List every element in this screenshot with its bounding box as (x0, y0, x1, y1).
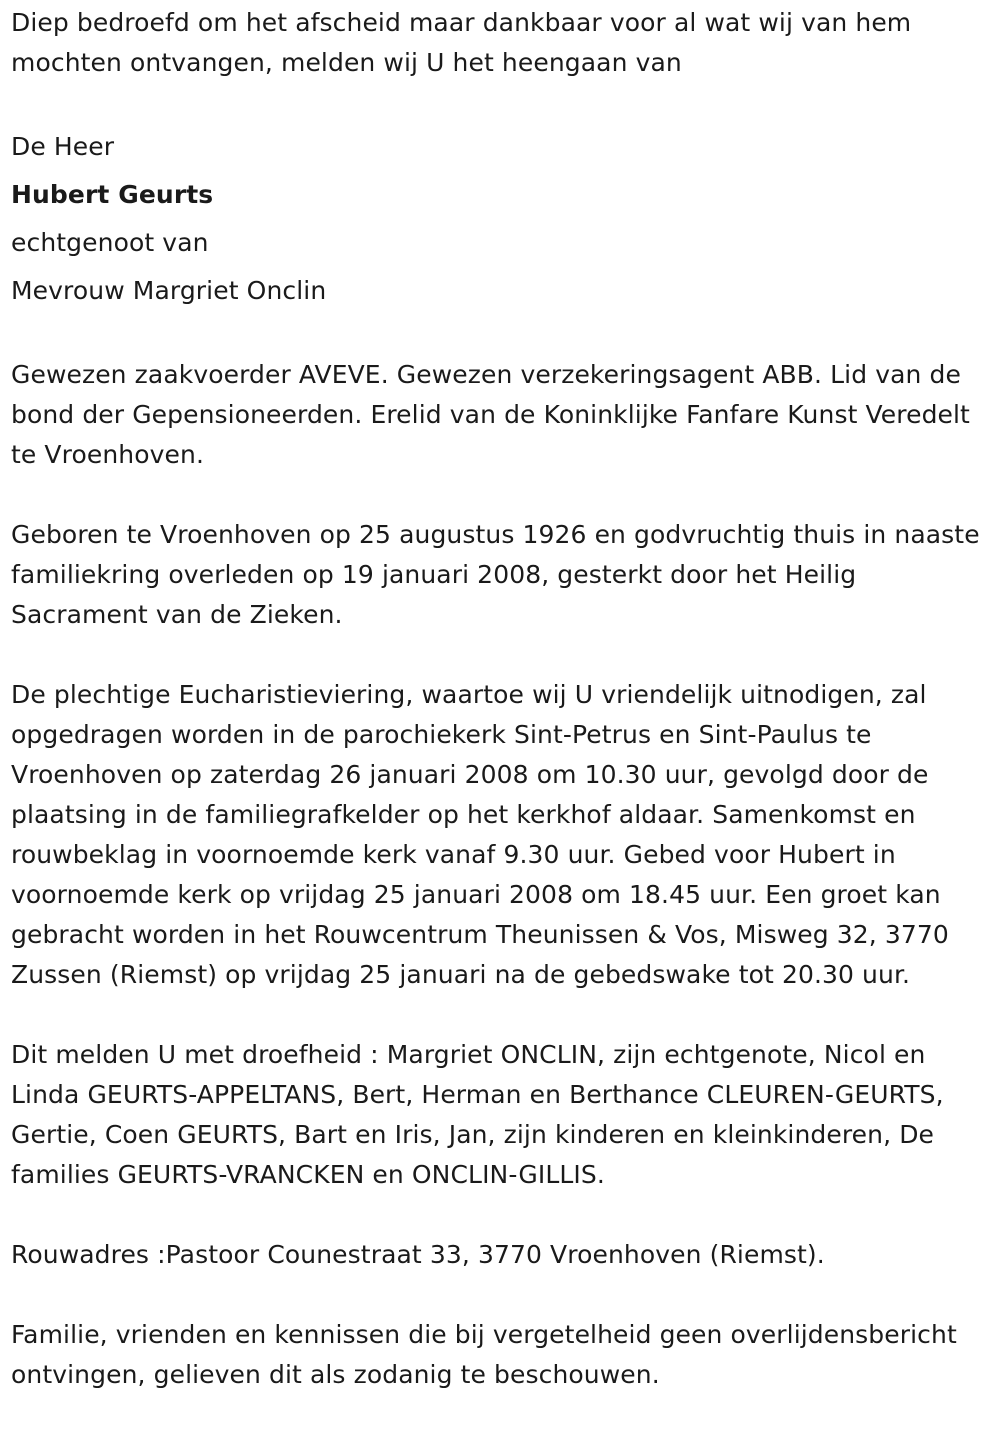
relation-text: echtgenoot van (11, 228, 209, 257)
spacer (11, 1195, 991, 1235)
birth-death-paragraph: Geboren te Vroenhoven op 25 augustus 1926 en godvruchtig thuis in naaste familiekring overleden op 19 januari 2008, gesterkt door het Heilig Sacrament van de Zieken. (11, 520, 980, 629)
spacer (11, 995, 991, 1035)
spacer (11, 635, 991, 675)
obituary-notice (11, 3, 991, 1395)
spacer (11, 83, 991, 123)
spacer (11, 475, 991, 515)
career-paragraph: Gewezen zaakvoerder AVEVE. Gewezen verzekeringsagent ABB. Lid van de bond der Gepensioneerden. Erelid van de Koninklijke Fanfare Kunst Veredelt te Vroenhoven. (11, 360, 970, 469)
spacer (11, 315, 991, 355)
ceremony-paragraph: De plechtige Eucharistieviering, waartoe wij U vriendelijk uitnodigen, zal opgedragen worden in de parochiekerk Sint-Petrus en Sint-Paulus te Vroenhoven op zaterdag 26 januari 2008 om 10.30 uur, gevolgd door de plaatsing in de familiegrafkelder op het kerkhof aldaar. Samenkomst en rouwbeklag in voornoemde kerk vanaf 9.30 uur. Gebed voor Hubert in voornoemde kerk op vrijdag 25 januari 2008 om 18.45 uur. Een groet kan gebracht worden in het Rouwcentrum Theunissen & Vos, Misweg 32, 3770 Zussen (Riemst) op vrijdag 25 januari na de gebedswake tot 20.30 uur. (11, 680, 949, 989)
closing-paragraph: Familie, vrienden en kennissen die bij vergetelheid geen overlijdensbericht ontvingen, gelieven dit als zodanig te beschouwen. (11, 1320, 957, 1389)
address-paragraph: Rouwadres :Pastoor Counestraat 33, 3770 Vroenhoven (Riemst). (11, 1240, 825, 1269)
deceased-name: Hubert Geurts (11, 180, 214, 209)
intro-paragraph: Diep bedroefd om het afscheid maar dankbaar voor al wat wij van hem mochten ontvangen, melden wij U het heengaan van (11, 8, 912, 77)
honorific: De Heer (11, 132, 115, 161)
family-paragraph: Dit melden U met droefheid : Margriet ONCLIN, zijn echtgenote, Nicol en Linda GEURTS-APPELTANS, Bert, Herman en Berthance CLEUREN-GEURTS, Gertie, Coen GEURTS, Bart en Iris, Jan, zijn kinderen en kleinkinderen, De families GEURTS-VRANCKEN en ONCLIN-GILLIS. (11, 1040, 944, 1189)
spacer (11, 1275, 991, 1315)
spouse-name: Mevrouw Margriet Onclin (11, 276, 327, 305)
